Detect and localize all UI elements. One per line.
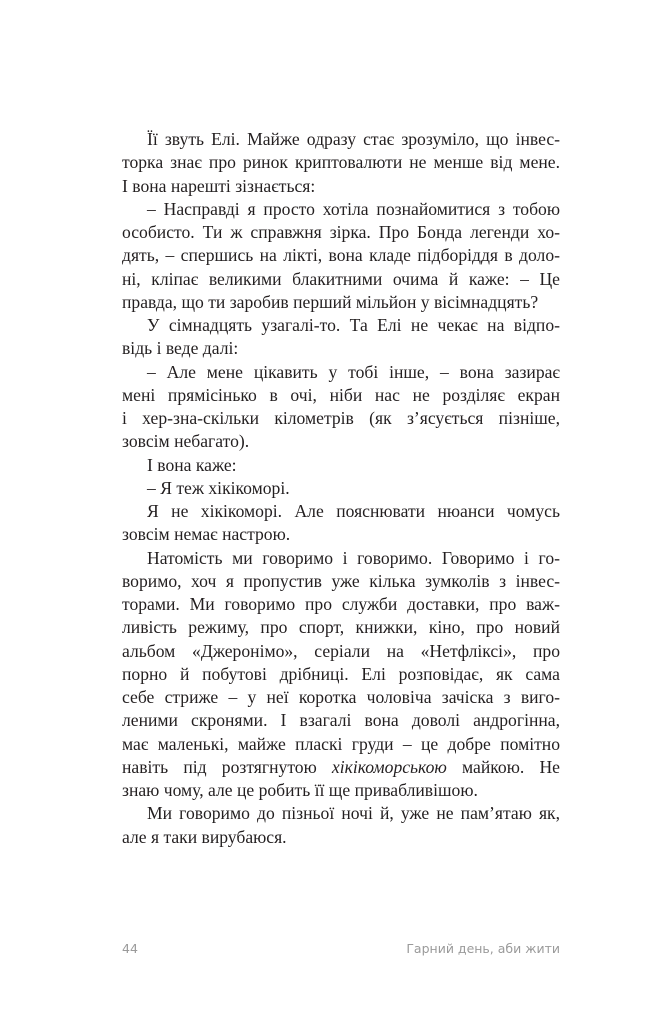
line-text: навіть під розтягнутою — [122, 756, 332, 777]
text-line — [122, 430, 560, 453]
line-text: – Але мене цікавить у тобі інше, – вона зазирає — [147, 361, 560, 382]
text-line — [122, 779, 560, 802]
text-line — [122, 198, 560, 221]
line-text: торка знає про ринок криптовалюти не менше від мене. — [122, 152, 560, 173]
italic-word: хікікоморською — [331, 756, 447, 777]
text-line — [122, 756, 560, 779]
text-line — [122, 151, 560, 174]
text-line — [122, 268, 560, 291]
text-line — [122, 384, 560, 407]
text-line — [122, 709, 560, 732]
text-line — [122, 640, 560, 663]
line-text: леними скронями. І взагалі вона доволі андрогінна, — [122, 710, 560, 731]
line-text: особисто. Ти ж справжня зірка. Про Бонда легенди хо- — [122, 222, 560, 242]
text-line — [122, 361, 560, 384]
page-footer — [122, 941, 560, 956]
text-line — [122, 244, 560, 267]
line-text: зовсім немає настрою. — [122, 524, 291, 545]
text-line — [122, 802, 560, 825]
line-text: порно й побутові дрібниці. Елі розповідає, як сама — [122, 663, 560, 684]
line-text: ні, кліпає великими блакитними очима й каже: – Це — [122, 268, 560, 289]
line-text: ливість режиму, про спорт, книжки, кіно, про новий — [122, 617, 560, 638]
text-line — [122, 733, 560, 756]
text-line — [122, 477, 560, 500]
text-line — [122, 221, 560, 244]
line-text: дять, – спершись на лікті, вона кладе підборіддя в доло- — [122, 245, 560, 266]
line-text: – Я теж хікікоморі. — [147, 477, 290, 498]
line-text: Я не хікікоморі. Але пояснювати нюанси чомусь — [147, 501, 560, 521]
line-text-after: майкою. Не — [446, 756, 560, 777]
text-line — [122, 593, 560, 616]
line-text: торами. Ми говоримо про служби доставки, про важ- — [122, 594, 560, 614]
line-text: І вона каже: — [147, 454, 237, 475]
line-text: альбом «Джеронімо», серіали на «Нетфліксі», про — [122, 640, 560, 661]
text-line — [122, 547, 560, 570]
page-number: 44 — [122, 941, 138, 956]
running-title: Гарний день, аби жити — [406, 941, 560, 956]
line-text: Її звуть Елі. Майже одразу стає зрозуміло, що інвес- — [147, 129, 560, 149]
text-line — [122, 314, 560, 337]
text-line — [122, 291, 560, 314]
line-text: відь і веде далі: — [122, 338, 239, 359]
line-text: І вона нарешті зізнається: — [122, 175, 316, 196]
text-line — [122, 454, 560, 477]
line-text: але я таки вирубаюся. — [122, 826, 287, 847]
line-text: себе стриже – у неї коротка чоловіча зачіска з виго- — [122, 687, 560, 707]
text-line — [122, 616, 560, 639]
line-text: Ми говоримо до пізньої ночі й, уже не пам’ятаю як, — [147, 803, 560, 824]
line-text: знаю чому, але це робить її ще привабливішою. — [122, 780, 478, 800]
line-text: зовсім небагато). — [122, 431, 250, 452]
text-line — [122, 337, 560, 360]
text-line — [122, 175, 560, 198]
line-text: мені прямісінько в очі, ніби нас не розділяє екран — [122, 384, 560, 405]
text-line — [122, 663, 560, 686]
line-text: Натомість ми говоримо і говоримо. Говоримо і го- — [147, 547, 560, 568]
line-text: і хер-зна-скільки кілометрів (як з’ясується пізніше, — [122, 408, 560, 428]
line-text: У сімнадцять узагалі-то. Та Елі не чекає на відпо- — [147, 315, 560, 335]
page-body-text — [122, 128, 560, 849]
text-line — [122, 523, 560, 546]
text-line — [122, 500, 560, 523]
line-text: – Насправді я просто хотіла познайомитися з тобою — [147, 198, 560, 219]
text-line — [122, 686, 560, 709]
line-text: воримо, хоч я пропустив уже кілька зумколів з інвес- — [122, 570, 560, 591]
line-text: правда, що ти заробив перший мільйон у вісімнадцять? — [122, 291, 539, 312]
text-line — [122, 407, 560, 430]
text-line — [122, 128, 560, 151]
text-line — [122, 826, 560, 849]
text-line — [122, 570, 560, 593]
line-text: має маленькі, майже пласкі груди – це добре помітно — [122, 733, 560, 754]
